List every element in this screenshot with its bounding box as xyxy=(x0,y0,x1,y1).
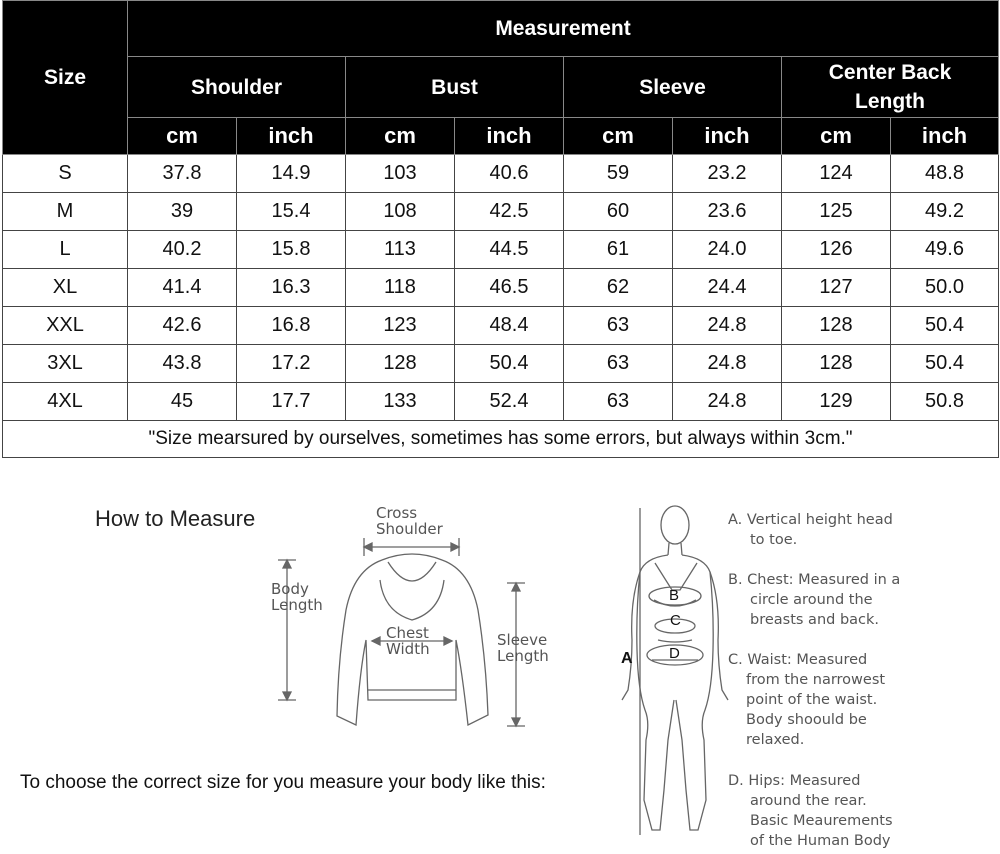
value-cell: 63 xyxy=(564,345,673,383)
value-cell: 23.2 xyxy=(673,155,782,193)
desc-line: relaxed. xyxy=(746,732,805,748)
value-cell: 50.8 xyxy=(891,383,999,421)
value-cell: 42.6 xyxy=(128,307,237,345)
group-header-shoulder: Shoulder xyxy=(128,57,346,118)
desc-line: of the Human Body xyxy=(750,833,891,849)
value-cell: 49.2 xyxy=(891,193,999,231)
value-cell: 24.4 xyxy=(673,269,782,307)
value-cell: 49.6 xyxy=(891,231,999,269)
unit-header: cm xyxy=(346,118,455,155)
value-cell: 60 xyxy=(564,193,673,231)
value-cell: 129 xyxy=(782,383,891,421)
value-cell: 45 xyxy=(128,383,237,421)
value-cell: 133 xyxy=(346,383,455,421)
value-cell: 126 xyxy=(782,231,891,269)
value-cell: 16.8 xyxy=(237,307,346,345)
value-cell: 15.8 xyxy=(237,231,346,269)
choose-size-instruction: To choose the correct size for you measure your body like this: xyxy=(20,772,546,793)
value-cell: 48.8 xyxy=(891,155,999,193)
value-cell: 128 xyxy=(782,345,891,383)
value-cell: 41.4 xyxy=(128,269,237,307)
size-cell: XL xyxy=(3,269,128,307)
value-cell: 128 xyxy=(782,307,891,345)
chest-width-label xyxy=(386,625,430,657)
label-line: Length xyxy=(271,596,323,614)
desc-line: around the rear. xyxy=(750,793,867,809)
table-row xyxy=(3,155,999,193)
figure-letter-d: D xyxy=(669,645,680,662)
label-line: Shoulder xyxy=(376,520,443,538)
size-chart-table xyxy=(2,0,999,458)
value-cell: 17.7 xyxy=(237,383,346,421)
sleeve-length-label xyxy=(497,632,549,664)
desc-line: breasts and back. xyxy=(750,612,880,628)
unit-header: inch xyxy=(891,118,999,155)
size-cell: XXL xyxy=(3,307,128,345)
size-header: Size xyxy=(3,1,128,155)
table-body xyxy=(3,155,999,421)
label-line: Cross xyxy=(376,504,418,522)
value-cell: 16.3 xyxy=(237,269,346,307)
size-cell: M xyxy=(3,193,128,231)
value-cell: 40.2 xyxy=(128,231,237,269)
description-d xyxy=(728,771,893,851)
desc-line: from the narrowest xyxy=(746,672,886,688)
figure-letter-b: B xyxy=(669,587,680,604)
value-cell: 15.4 xyxy=(237,193,346,231)
desc-line: Body shoould be xyxy=(746,712,867,728)
table-row xyxy=(3,193,999,231)
table-row xyxy=(3,231,999,269)
value-cell: 63 xyxy=(564,383,673,421)
value-cell: 125 xyxy=(782,193,891,231)
desc-line: point of the waist. xyxy=(746,692,878,708)
value-cell: 23.6 xyxy=(673,193,782,231)
table-row xyxy=(3,269,999,307)
value-cell: 50.4 xyxy=(455,345,564,383)
value-cell: 59 xyxy=(564,155,673,193)
value-cell: 46.5 xyxy=(455,269,564,307)
unit-header: inch xyxy=(673,118,782,155)
size-cell: S xyxy=(3,155,128,193)
table-row xyxy=(3,383,999,421)
value-cell: 108 xyxy=(346,193,455,231)
measurement-header: Measurement xyxy=(128,1,999,57)
value-cell: 50.0 xyxy=(891,269,999,307)
label-line: Chest xyxy=(386,624,429,642)
size-cell: 3XL xyxy=(3,345,128,383)
value-cell: 118 xyxy=(346,269,455,307)
value-cell: 14.9 xyxy=(237,155,346,193)
desc-line: D. Hips: Measured xyxy=(728,773,861,789)
desc-line: to toe. xyxy=(750,532,798,548)
unit-header: inch xyxy=(237,118,346,155)
label-line: Length xyxy=(497,647,549,665)
desc-line: C. Waist: Measured xyxy=(728,652,868,668)
value-cell: 24.8 xyxy=(673,307,782,345)
unit-header: cm xyxy=(564,118,673,155)
size-cell: 4XL xyxy=(3,383,128,421)
cross-shoulder-label xyxy=(376,505,443,537)
description-a xyxy=(728,510,893,550)
value-cell: 52.4 xyxy=(455,383,564,421)
figure-letter-c: C xyxy=(670,612,681,629)
how-to-measure-title: How to Measure xyxy=(95,506,256,531)
value-cell: 127 xyxy=(782,269,891,307)
description-b xyxy=(728,570,900,630)
desc-line: B. Chest: Measured in a xyxy=(728,572,901,588)
figure-letter-a: A xyxy=(621,650,633,667)
value-cell: 128 xyxy=(346,345,455,383)
desc-line: A. Vertical height head xyxy=(728,512,893,528)
value-cell: 123 xyxy=(346,307,455,345)
group-header-sleeve: Sleeve xyxy=(564,57,782,118)
value-cell: 44.5 xyxy=(455,231,564,269)
value-cell: 61 xyxy=(564,231,673,269)
value-cell: 24.8 xyxy=(673,345,782,383)
label-line: Width xyxy=(386,640,430,658)
value-cell: 50.4 xyxy=(891,307,999,345)
unit-header: cm xyxy=(782,118,891,155)
value-cell: 62 xyxy=(564,269,673,307)
label-line: Body xyxy=(271,580,309,598)
value-cell: 24.8 xyxy=(673,383,782,421)
value-cell: 50.4 xyxy=(891,345,999,383)
value-cell: 124 xyxy=(782,155,891,193)
table-row xyxy=(3,307,999,345)
group-header-bust: Bust xyxy=(346,57,564,118)
value-cell: 113 xyxy=(346,231,455,269)
label-line: Sleeve xyxy=(497,631,548,649)
value-cell: 37.8 xyxy=(128,155,237,193)
value-cell: 17.2 xyxy=(237,345,346,383)
value-cell: 103 xyxy=(346,155,455,193)
desc-line: Basic Meaurements xyxy=(750,813,893,829)
desc-line: circle around the xyxy=(750,592,873,608)
value-cell: 43.8 xyxy=(128,345,237,383)
description-c xyxy=(728,650,885,750)
value-cell: 24.0 xyxy=(673,231,782,269)
table-row xyxy=(3,345,999,383)
body-length-label xyxy=(271,581,323,613)
size-cell: L xyxy=(3,231,128,269)
unit-header: inch xyxy=(455,118,564,155)
group-header-center-back-length: Center Back Length xyxy=(782,57,999,118)
value-cell: 48.4 xyxy=(455,307,564,345)
unit-header: cm xyxy=(128,118,237,155)
value-cell: 42.5 xyxy=(455,193,564,231)
value-cell: 39 xyxy=(128,193,237,231)
value-cell: 40.6 xyxy=(455,155,564,193)
value-cell: 63 xyxy=(564,307,673,345)
size-note: "Size mearsured by ourselves, sometimes has some errors, but always within 3cm." xyxy=(3,421,999,458)
